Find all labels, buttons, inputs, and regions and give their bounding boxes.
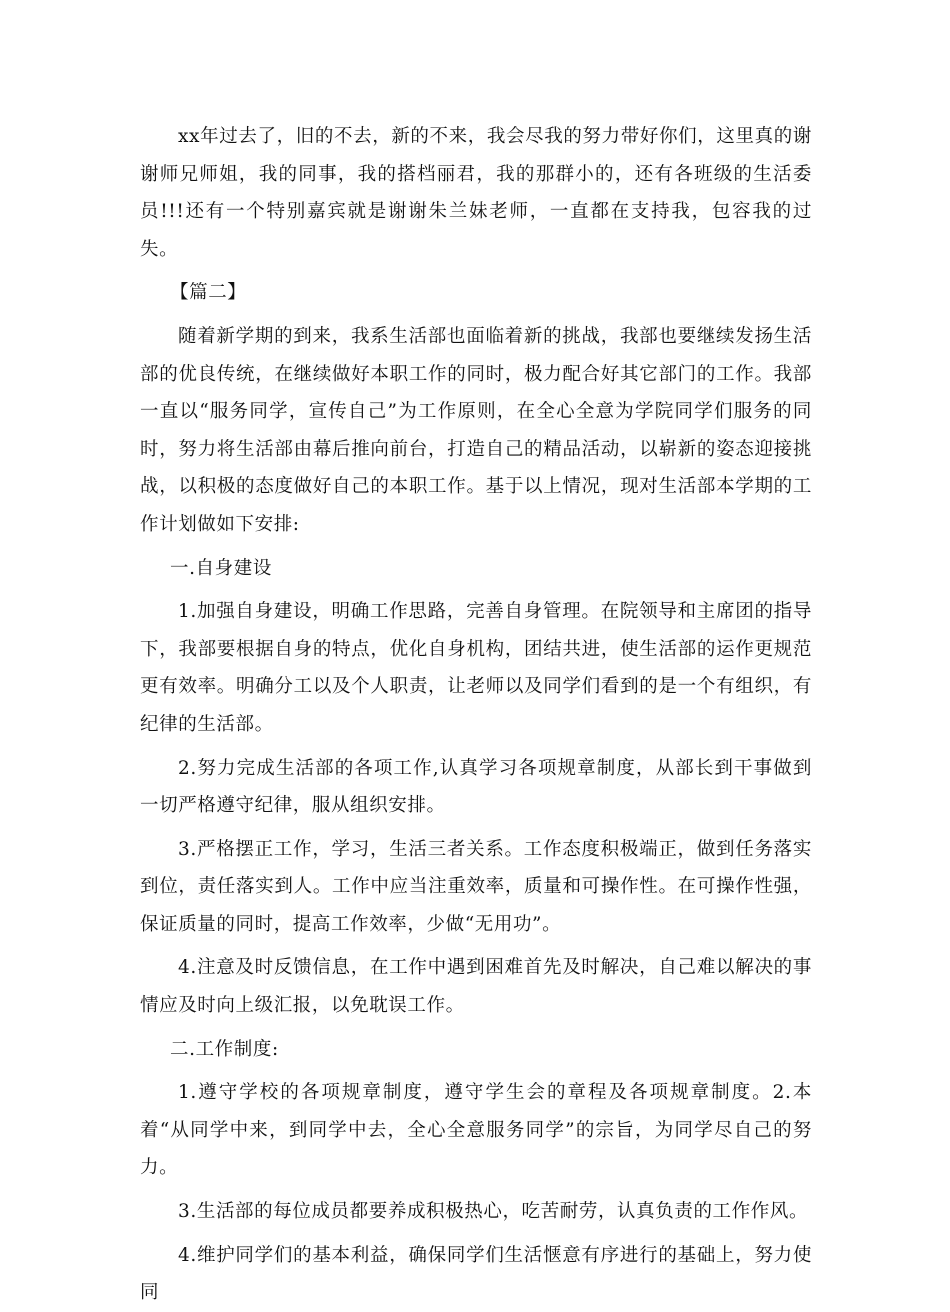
paragraph-work-rules-1-2: 1.遵守学校的各项规章制度，遵守学生会的章程及各项规章制度。2.本着“从同学中来，到同学中去，全心全意服务同学”的宗旨，为同学尽自己的努力。 — [140, 1082, 812, 1179]
paragraph-work-rules-3: 3.生活部的每位成员都要养成积极热心，吃苦耐劳，认真负责的工作作风。 — [178, 1201, 809, 1223]
paragraph-work-rules-4: 4.维护同学们的基本利益，确保同学们生活惬意有序进行的基础上，努力使同 — [140, 1244, 812, 1304]
paragraph-self-building-4: 4.注意及时反馈信息，在工作中遇到困难首先及时解决，自己难以解决的事情应及时向上级汇报，以免耽误工作。 — [140, 957, 812, 1017]
paragraph-intro: xx年过去了，旧的不去，新的不来，我会尽我的努力带好你们，这里真的谢谢师兄师姐，我的同事，我的搭档丽君，我的那群小的，还有各班级的生活委员!!!还有一个特别嘉宾就是谢谢朱兰妹老师，一直都在支持我，包容我的过失。 — [140, 126, 812, 260]
section-heading-self-building: 一.自身建设 — [170, 557, 272, 579]
paragraph-self-building-2: 2.努力完成生活部的各项工作,认真学习各项规章制度，从部长到干事做到一切严格遵守纪律，服从组织安排。 — [140, 757, 812, 817]
paragraph-part-two-intro: 随着新学期的到来，我系生活部也面临着新的挑战，我部也要继续发扬生活部的优良传统，在继续做好本职工作的同时，极力配合好其它部门的工作。我部一直以“服务同学，宣传自己”为工作原则，在全心全意为学院同学们服务的同时，努力将生活部由幕后推向前台，打造自己的精品活动，以崭新的姿态迎接挑战，以积极的态度做好自己的本职工作。基于以上情况，现对生活部本学期的工作计划做如下安排: — [140, 325, 812, 535]
section-heading-part-two: 【篇二】 — [170, 282, 247, 304]
section-heading-work-rules: 二.工作制度: — [170, 1038, 279, 1060]
paragraph-self-building-1: 1.加强自身建设，明确工作思路，完善自身管理。在院领导和主席团的指导下，我部要根据自身的特点，优化自身机构，团结共进，使生活部的运作更规范更有效率。明确分工以及个人职责，让老师以及同学们看到的是一个有组织，有纪律的生活部。 — [140, 601, 812, 735]
document-body — [140, 118, 812, 1312]
paragraph-self-building-3: 3.严格摆正工作，学习，生活三者关系。工作态度积极端正，做到任务落实到位，责任落实到人。工作中应当注重效率，质量和可操作性。在可操作性强，保证质量的同时，提高工作效率，少做“无用功”。 — [140, 838, 812, 935]
